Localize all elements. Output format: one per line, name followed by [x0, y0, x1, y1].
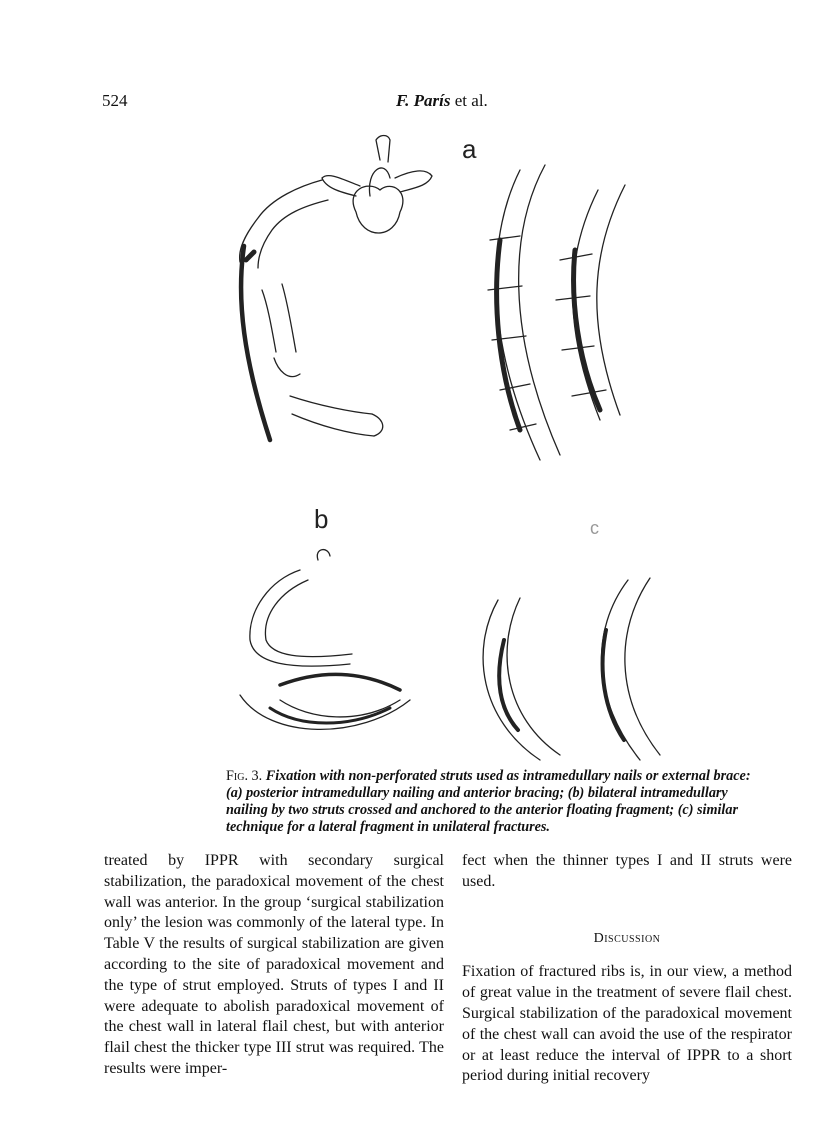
panel-label-b: b [314, 504, 329, 534]
panel-a-rib-diagram [240, 136, 432, 441]
panel-a-nailing-diagrams [488, 165, 625, 460]
right-column-continuation: fect when the thinner types I and II struts were used. [462, 852, 792, 890]
panel-label-c: c [590, 518, 599, 538]
panel-b-diagram [240, 550, 410, 730]
left-column-paragraph: treated by IPPR with secondary surgical stabilization, the paradoxical movement of the chest wall was anterior. In the group ‘surgical stabilization only’ the lesion was commonly of the lateral type. In Table V the results of surgical stabilization are given according to the site of paradoxical movement and the type of strut employed. Struts of types I and II were adequate to abolish paradoxical movement of the chest wall in lateral flail chest, but with anterior flail chest the thicker type III strut was required. The results were imper- [104, 852, 444, 1077]
et-al: et al. [454, 91, 488, 110]
author-name: F. París [396, 91, 451, 110]
discussion-paragraph: Fixation of fractured ribs is, in our view, a method of great value in the treatment of severe flail chest. Surgical stabilization of the paradoxical movement of the chest wall can avoid the use of the respirator or at least reduce the interval of IPPR to a short period during initial recovery [462, 963, 792, 1085]
right-column [462, 851, 792, 1087]
figure-caption [226, 768, 766, 836]
caption-text: Fixation with non-perforated struts used as intramedullary nails or external brace: (a) posterior intramedullary nailing and anterior bracing; (b) bilateral intramedullary nailing by two struts crossed and anchored to the anterior floating fragment; (c) similar technique for a lateral fragment in unilateral fractures. [226, 768, 751, 835]
page-number: 524 [102, 91, 128, 110]
panel-label-a: a [462, 134, 477, 164]
panel-c-diagram [483, 578, 660, 760]
section-heading-discussion: Discussion [593, 930, 661, 946]
figure-label: Fig. 3. [226, 768, 263, 784]
left-column [104, 851, 444, 1080]
